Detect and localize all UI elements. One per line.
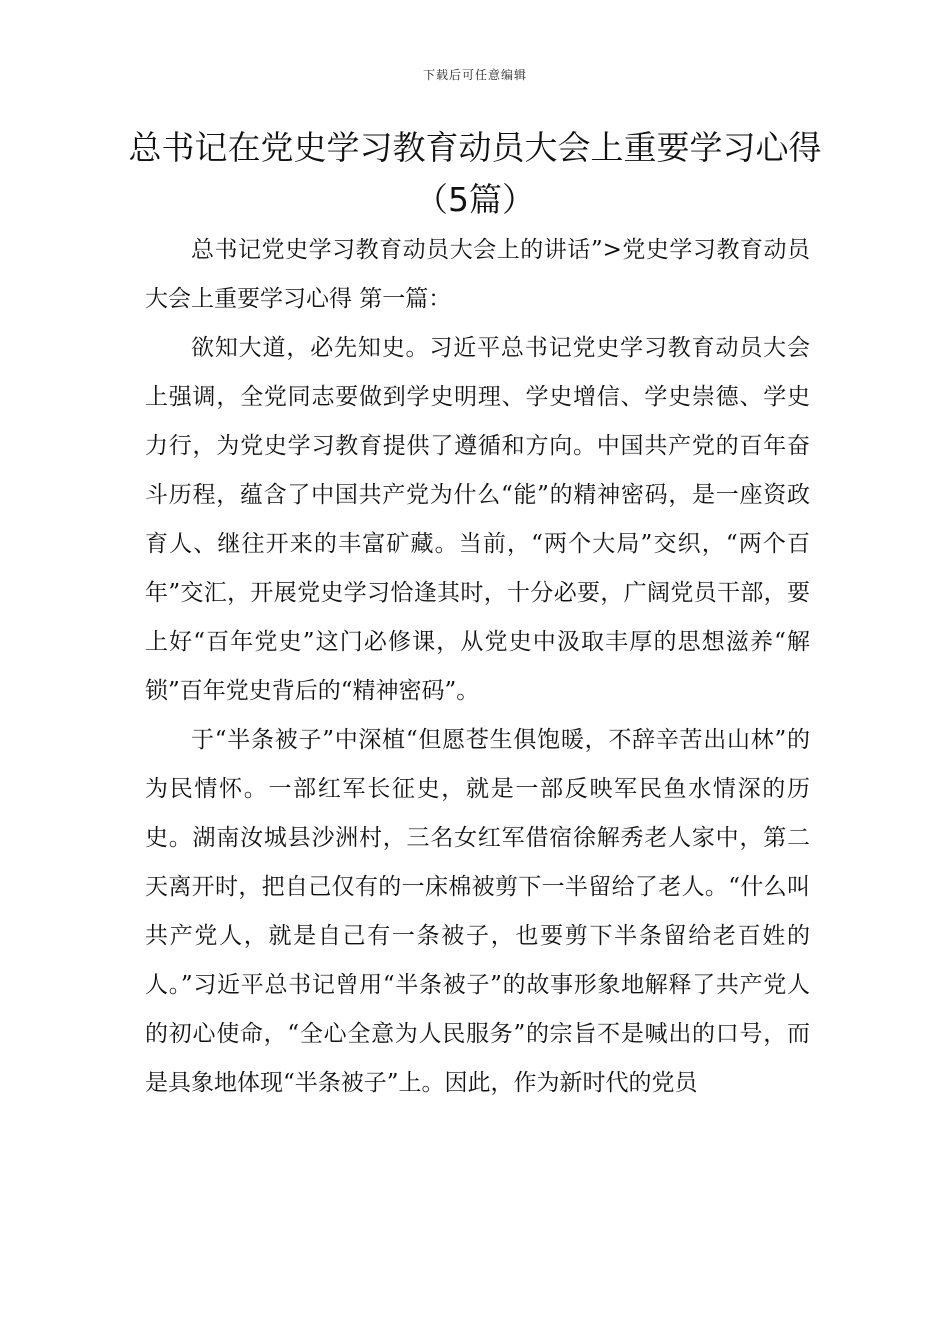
header-note: 下载后可任意编辑	[422, 68, 527, 82]
paragraph-1: 欲知大道，必先知史。习近平总书记党史学习教育动员大会上强调，全党同志要做到学史明理、学史增信、学史崇德、学史力行，为党史学习教育提供了遵循和方向。中国共产党的百年奋斗历程，蕴含了中国共产党为什么“能”的精神密码，是一座资政育人、继往开来的丰富矿藏。当前，“两个大局”交织，“两个百年”交汇，开展党史学习恰逢其时，十分必要，广阔党员干部，要上好“百年党史”这门必修课，从党史中汲取丰厚的思想滋养“解锁”百年党史背后的“精神密码”。	[145, 335, 810, 704]
document-title: 总书记在党史学习教育动员大会上重要学习心得（5篇）	[128, 128, 822, 219]
document-body	[145, 226, 810, 1108]
paragraph-intro: 总书记党史学习教育动员大会上的讲话”>党史学习教育动员大会上重要学习心得 第一篇：	[145, 237, 810, 312]
paragraph-2: 于“半条被子”中深植“但愿苍生俱饱暖，不辞辛苦出山林”的为民情怀。一部红军长征史，就是一部反映军民鱼水情深的历史。湖南汝城县沙洲村，三名女红军借宿徐解秀老人家中，第二天离开时，把自己仅有的一床棉被剪下一半留给了老人。“什么叫共产党人，就是自己有一条被子，也要剪下半条留给老百姓的人。”习近平总书记曾用“半条被子”的故事形象地解释了共产党人的初心使命，“全心全意为人民服务”的宗旨不是喊出的口号，而是具象地体现“半条被子”上。因此，作为新时代的党员	[145, 727, 810, 1096]
